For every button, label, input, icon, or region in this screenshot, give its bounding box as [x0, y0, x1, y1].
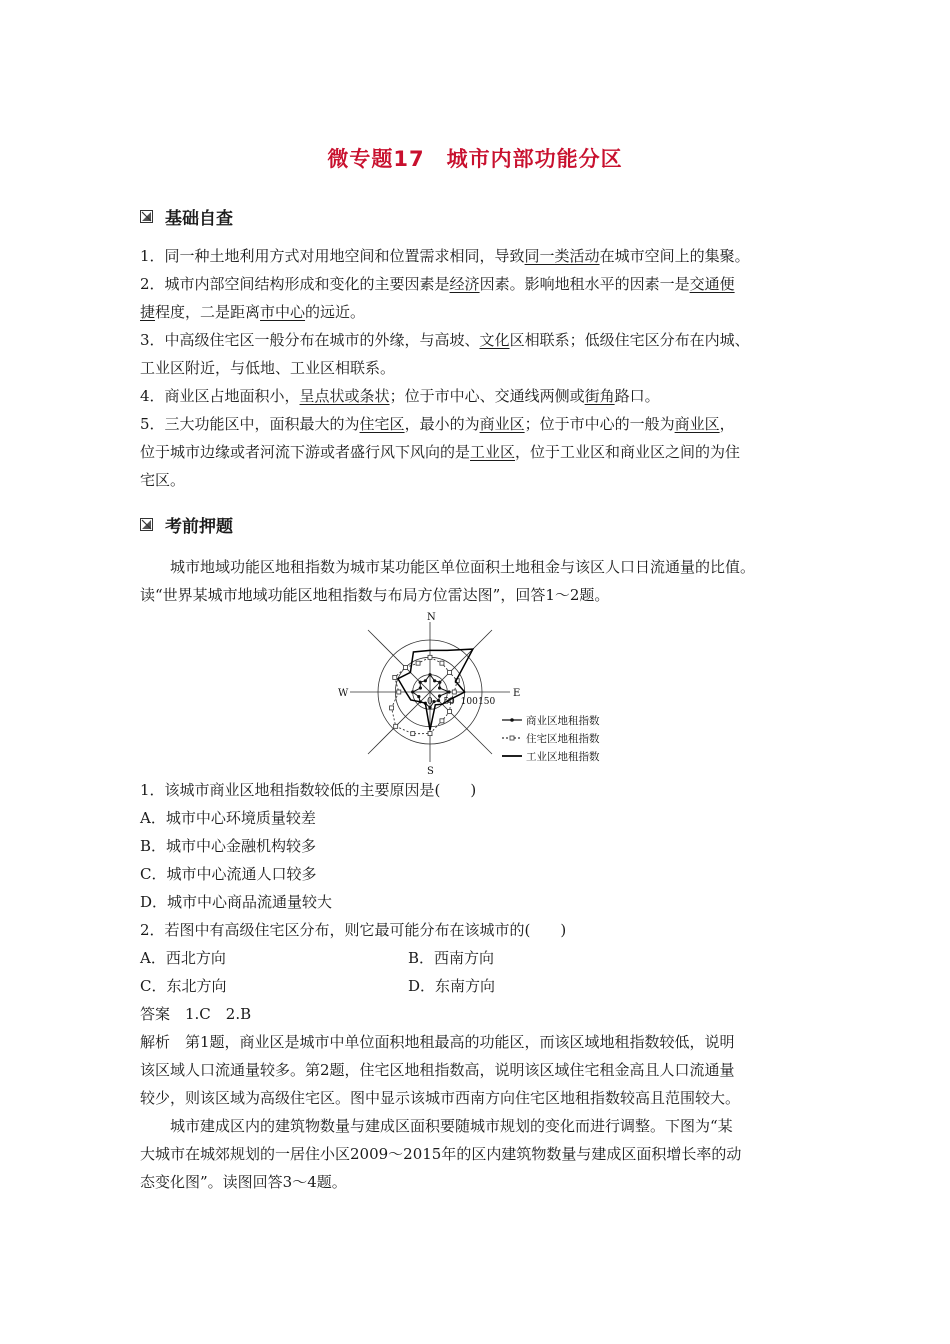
q2-option-c: C．东北方向 [140, 977, 227, 995]
legend-label-3: 工业区地租指数 [526, 751, 600, 763]
item-1: 1．同一种土地利用方式对用地空间和位置需求相同，导致同一类活动在城市空间上的集聚。 [140, 247, 750, 265]
series-point [447, 690, 450, 693]
tick-label: 0 [427, 697, 433, 707]
q1-option-b: B．城市中心金融机构较多 [140, 837, 317, 855]
analysis-line-2: 该区域人口流通量较多。第2题，住宅区地租指数高，说明该区域住宅租金高且人口流通量 [140, 1061, 735, 1079]
q2-option-b: B．西南方向 [408, 949, 495, 967]
section-marker-icon [140, 210, 153, 223]
q1-option-a: A．城市中心环境质量较差 [140, 809, 316, 827]
series-point [390, 706, 394, 710]
legend-label-2: 住宅区地租指数 [526, 733, 600, 745]
section-heading-text: 考前押题 [165, 516, 233, 537]
series-point [417, 695, 420, 698]
series-point [440, 719, 444, 723]
series-line-3 [398, 649, 473, 730]
series-point [437, 699, 440, 702]
direction-label-n: N [427, 612, 436, 623]
section-heading-text: 基础自查 [165, 208, 233, 229]
tick-label: 100 [460, 697, 478, 707]
question-2: 2．若图中有高级住宅区分布，则它最可能分布在该城市的( ) [140, 921, 567, 939]
paragraph-2-line-2: 大城市在城郊规划的一居住小区2009～2015年的区内建筑物数量与建成区面积增长率的动 [140, 1145, 742, 1163]
section-heading-basic [140, 204, 233, 228]
q2-option-d: D．东南方向 [408, 977, 496, 995]
radar-labels [338, 612, 520, 777]
series-point [397, 690, 401, 694]
section-marker-icon [140, 518, 153, 531]
series-point [419, 681, 422, 684]
paragraph-2-line-3: 态变化图”。读图回答3～4题。 [140, 1173, 347, 1191]
paragraph-2-line-1: 城市建成区内的建筑物数量与建成区面积要随城市规划的变化而进行调整。下图为“某 [170, 1117, 733, 1135]
tick-label: 50 [443, 697, 455, 707]
q2-options-row-1 [140, 944, 812, 972]
series-point [393, 675, 397, 679]
series-point [428, 732, 432, 736]
legend-label-1: 商业区地租指数 [526, 715, 600, 727]
direction-label-s: S [427, 766, 434, 777]
series-point [438, 686, 441, 689]
intro-paragraph: 城市地域功能区地租指数为城市某功能区单位面积土地租金与该区人口日流通量的比值。 读“世界某城市地域功能区地租指数与布局方位雷达图”，回答1～2题。 [140, 558, 756, 604]
series-point [394, 724, 398, 728]
answer: 答案 1.C 2.B [140, 1005, 252, 1023]
series-point [432, 700, 435, 703]
section1-items [140, 242, 812, 494]
series-point [403, 665, 407, 669]
radar-legend [502, 714, 600, 763]
series-point [428, 655, 432, 659]
series-point [416, 661, 420, 665]
series-point [448, 710, 452, 714]
series-point [411, 732, 415, 736]
series-point [428, 673, 431, 676]
section-heading-exam [140, 512, 233, 536]
item-4: 4．商业区占地面积小，呈点状或条状；位于市中心、交通线两侧或街角路口。 [140, 387, 660, 405]
questions [140, 776, 812, 1196]
radar-chart [330, 610, 650, 777]
q1-option-c: C．城市中心流通人口较多 [140, 865, 317, 883]
radar-grid [350, 622, 510, 762]
analysis-line-3: 较少，则该区域为高级住宅区。图中显示该城市西南方向住宅区地租指数较高且范围较大。 [140, 1089, 741, 1107]
series-point [440, 661, 444, 665]
series-point [448, 670, 452, 674]
series-point [452, 690, 456, 694]
question-1: 1．该城市商业区地租指数较低的主要原因是( ) [140, 781, 477, 799]
q1-option-d: D．城市中心商品流通量较大 [140, 893, 333, 911]
legend-marker [510, 736, 514, 740]
item-2: 2．城市内部空间结构形成和变化的主要因素是经济因素。影响地租水平的因素一是交通便 捷程度，二是距离市中心的远近。 [140, 275, 735, 321]
series-point [433, 679, 436, 682]
legend-marker [510, 718, 514, 722]
series-point [411, 690, 414, 693]
series-point [438, 681, 441, 684]
tick-label: 150 [478, 697, 496, 707]
page-title: 微专题17 城市内部功能分区 [327, 147, 623, 171]
direction-label-w: W [338, 688, 349, 699]
q2-option-a: A．西北方向 [140, 949, 226, 967]
series-point [419, 686, 422, 689]
q2-options-row-2 [140, 972, 812, 1000]
item-5: 5．三大功能区中，面积最大的为住宅区，最小的为商业区；位于市中心的一般为商业区， 位于城市边缘或者河流下游或者盛行风下风向的是工业区，位于工业区和商业区之间的为住 宅区。 [140, 415, 741, 489]
analysis-line-1: 解析 第1题，商业区是城市中单位面积地租最高的功能区，而该区域地租指数较低，说明 [140, 1033, 735, 1051]
series-point [424, 679, 427, 682]
direction-label-e: E [513, 688, 521, 699]
item-3: 3．中高级住宅区一般分布在城市的外缘，与高坡、文化区相联系；低级住宅区分布在内城、 工业区附近，与低地、工业区相联系。 [140, 331, 750, 377]
series-point [438, 694, 441, 697]
